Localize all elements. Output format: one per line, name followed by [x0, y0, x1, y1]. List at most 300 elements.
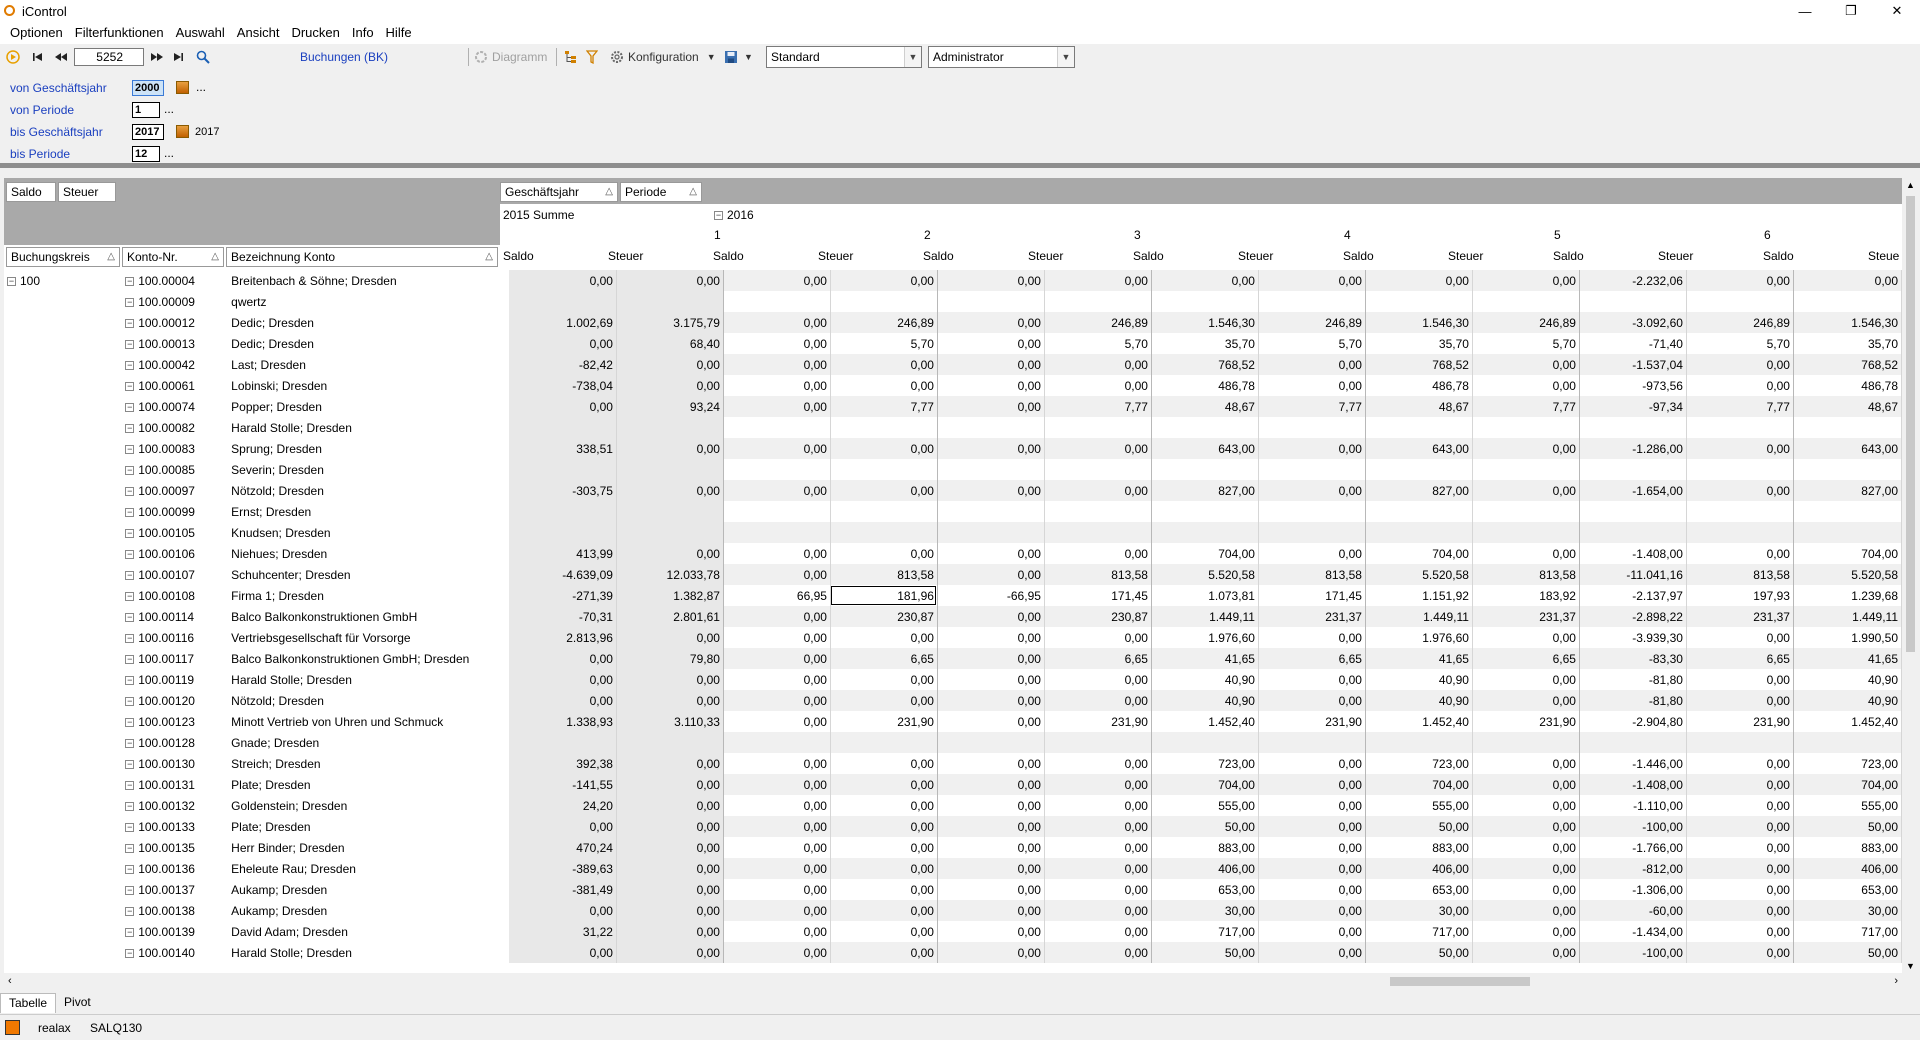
value-cell[interactable]: 0,00	[1686, 837, 1793, 858]
value-cell[interactable]: -11.041,16	[1579, 564, 1686, 585]
value-cell[interactable]: 0,00	[509, 942, 616, 963]
value-cell[interactable]: 6,65	[830, 648, 937, 669]
value-cell[interactable]: 0,00	[830, 858, 937, 879]
value-cell[interactable]: 0,00	[830, 354, 937, 375]
value-cell[interactable]: 1.151,92	[1365, 585, 1472, 606]
value-cell[interactable]: 0,00	[830, 438, 937, 459]
value-cell[interactable]	[616, 732, 723, 753]
value-cell[interactable]: 231,37	[1686, 606, 1793, 627]
value-cell[interactable]: -1.446,00	[1579, 753, 1686, 774]
value-cell[interactable]: 0,00	[509, 648, 616, 669]
value-cell[interactable]: 0,00	[830, 879, 937, 900]
value-cell[interactable]: 231,90	[1258, 711, 1365, 732]
value-cell[interactable]: 0,00	[1044, 543, 1151, 564]
value-cell[interactable]: 1.546,30	[1151, 312, 1258, 333]
value-cell[interactable]: 7,77	[1044, 396, 1151, 417]
collapse-icon[interactable]: −	[127, 338, 133, 349]
value-cell[interactable]	[1044, 417, 1151, 438]
konto-nr-cell[interactable]	[122, 417, 228, 438]
bis-periode-ellipsis[interactable]: ...	[164, 146, 175, 160]
value-cell[interactable]	[1579, 732, 1686, 753]
value-cell[interactable]	[1258, 417, 1365, 438]
last-record-icon[interactable]	[170, 47, 186, 67]
value-cell[interactable]	[616, 291, 723, 312]
value-cell[interactable]: 406,00	[1151, 858, 1258, 879]
value-cell[interactable]: 0,00	[616, 921, 723, 942]
value-cell[interactable]: 0,00	[937, 354, 1044, 375]
value-cell[interactable]: 0,00	[830, 543, 937, 564]
value-cell[interactable]: 0,00	[1044, 837, 1151, 858]
value-cell[interactable]: 0,00	[616, 879, 723, 900]
value-cell[interactable]: 1.976,60	[1365, 627, 1472, 648]
chevron-down-icon[interactable]: ▼	[904, 47, 921, 67]
value-cell[interactable]: 470,24	[509, 837, 616, 858]
value-cell[interactable]: -97,34	[1579, 396, 1686, 417]
value-cell[interactable]	[509, 522, 616, 543]
konto-nr-cell[interactable]	[122, 522, 228, 543]
column-field-periode[interactable]	[620, 182, 702, 202]
value-cell[interactable]	[1793, 501, 1901, 522]
value-cell[interactable]: 0,00	[1686, 270, 1793, 291]
collapse-icon[interactable]: −	[127, 758, 133, 769]
value-cell[interactable]: 723,00	[1151, 753, 1258, 774]
value-cell[interactable]	[1472, 417, 1579, 438]
value-cell[interactable]: 0,00	[723, 480, 830, 501]
value-cell[interactable]	[1579, 417, 1686, 438]
value-cell[interactable]: 643,00	[1365, 438, 1472, 459]
value-cell[interactable]: 0,00	[1044, 753, 1151, 774]
value-cell[interactable]: 181,96	[830, 585, 937, 606]
value-cell[interactable]: 0,00	[937, 942, 1044, 963]
value-cell[interactable]: 0,00	[937, 774, 1044, 795]
value-cell[interactable]: 0,00	[616, 753, 723, 774]
value-cell[interactable]: 768,52	[1793, 354, 1901, 375]
value-cell[interactable]: 246,89	[1686, 312, 1793, 333]
value-cell[interactable]	[1686, 459, 1793, 480]
value-cell[interactable]: -1.408,00	[1579, 774, 1686, 795]
value-cell[interactable]: 406,00	[1793, 858, 1901, 879]
value-cell[interactable]: 0,00	[1472, 795, 1579, 816]
value-cell[interactable]	[723, 732, 830, 753]
value-cell[interactable]	[1151, 291, 1258, 312]
collapse-icon[interactable]: −	[127, 779, 133, 790]
bis-geschaeftsjahr-field[interactable]: 2017	[132, 124, 164, 140]
value-cell[interactable]: 0,00	[1258, 354, 1365, 375]
value-cell[interactable]	[1151, 522, 1258, 543]
value-cell[interactable]: 0,00	[1258, 879, 1365, 900]
collapse-icon[interactable]: −	[127, 317, 133, 328]
value-cell[interactable]: 0,00	[1044, 774, 1151, 795]
value-cell[interactable]: 0,00	[1258, 270, 1365, 291]
value-cell[interactable]: 0,00	[1151, 270, 1258, 291]
splitter[interactable]	[0, 163, 1920, 168]
value-cell[interactable]: 0,00	[1258, 690, 1365, 711]
value-cell[interactable]	[1365, 522, 1472, 543]
value-cell[interactable]: 0,00	[937, 396, 1044, 417]
value-cell[interactable]: 0,00	[830, 480, 937, 501]
value-cell[interactable]: -100,00	[1579, 816, 1686, 837]
konto-nr-cell[interactable]	[122, 795, 228, 816]
value-cell[interactable]: 0,00	[1686, 795, 1793, 816]
value-cell[interactable]: 5,70	[1686, 333, 1793, 354]
value-cell[interactable]	[937, 291, 1044, 312]
value-cell[interactable]: 0,00	[723, 753, 830, 774]
value-cell[interactable]: 0,00	[1472, 942, 1579, 963]
value-cell[interactable]: 0,00	[616, 858, 723, 879]
value-cell[interactable]: 40,90	[1793, 669, 1901, 690]
collapse-icon[interactable]: −	[127, 800, 133, 811]
value-cell[interactable]	[1044, 459, 1151, 480]
value-cell[interactable]: 0,00	[1258, 858, 1365, 879]
calendar-icon[interactable]	[176, 125, 189, 138]
value-cell[interactable]: 0,00	[616, 837, 723, 858]
value-cell[interactable]: 0,00	[1044, 921, 1151, 942]
value-cell[interactable]: 35,70	[1151, 333, 1258, 354]
value-cell[interactable]: 231,90	[830, 711, 937, 732]
value-cell[interactable]: 0,00	[723, 354, 830, 375]
value-cell[interactable]: 0,00	[830, 270, 937, 291]
record-number-field[interactable]: 5252	[74, 48, 144, 66]
value-cell[interactable]: -3.092,60	[1579, 312, 1686, 333]
value-cell[interactable]	[1793, 522, 1901, 543]
value-cell[interactable]: 0,00	[723, 816, 830, 837]
calendar-icon[interactable]	[176, 81, 189, 94]
value-cell[interactable]: 0,00	[1044, 669, 1151, 690]
value-cell[interactable]: 653,00	[1365, 879, 1472, 900]
value-cell[interactable]: 0,00	[723, 396, 830, 417]
value-cell[interactable]	[1793, 732, 1901, 753]
value-cell[interactable]: 0,00	[1472, 375, 1579, 396]
value-cell[interactable]: 0,00	[723, 627, 830, 648]
value-cell[interactable]: 813,58	[1258, 564, 1365, 585]
value-cell[interactable]: 768,52	[1151, 354, 1258, 375]
value-cell[interactable]	[937, 732, 1044, 753]
value-cell[interactable]	[830, 501, 937, 522]
value-cell[interactable]: 3.175,79	[616, 312, 723, 333]
value-cell[interactable]: 0,00	[723, 711, 830, 732]
value-cell[interactable]: 0,00	[723, 942, 830, 963]
vertical-scroll-thumb[interactable]	[1906, 196, 1915, 652]
value-cell[interactable]: 704,00	[1151, 543, 1258, 564]
value-cell[interactable]	[509, 459, 616, 480]
value-cell[interactable]: 0,00	[509, 900, 616, 921]
value-cell[interactable]: 0,00	[937, 606, 1044, 627]
value-cell[interactable]: 5.520,58	[1365, 564, 1472, 585]
value-cell[interactable]: 0,00	[1472, 879, 1579, 900]
value-cell[interactable]: 79,80	[616, 648, 723, 669]
value-cell[interactable]	[1151, 417, 1258, 438]
konto-nr-cell[interactable]	[122, 774, 228, 795]
value-cell[interactable]: 0,00	[616, 795, 723, 816]
value-cell[interactable]: 48,67	[1151, 396, 1258, 417]
value-cell[interactable]: 0,00	[1686, 438, 1793, 459]
horizontal-scroll-thumb[interactable]	[1390, 977, 1530, 986]
value-cell[interactable]: 0,00	[1686, 858, 1793, 879]
value-cell[interactable]	[509, 501, 616, 522]
value-cell[interactable]: 0,00	[1686, 669, 1793, 690]
value-cell[interactable]: 1.382,87	[616, 585, 723, 606]
value-cell[interactable]: 0,00	[937, 816, 1044, 837]
value-cell[interactable]: 0,00	[937, 627, 1044, 648]
value-cell[interactable]: 813,58	[1044, 564, 1151, 585]
value-cell[interactable]: 0,00	[1686, 774, 1793, 795]
value-cell[interactable]: 0,00	[937, 921, 1044, 942]
value-cell[interactable]	[723, 291, 830, 312]
value-cell[interactable]: 0,00	[1044, 942, 1151, 963]
value-cell[interactable]	[1258, 732, 1365, 753]
value-cell[interactable]	[1044, 501, 1151, 522]
value-cell[interactable]: 50,00	[1365, 942, 1472, 963]
value-cell[interactable]	[1044, 291, 1151, 312]
collapse-icon[interactable]: −	[127, 842, 133, 853]
value-cell[interactable]: 5,70	[1472, 333, 1579, 354]
value-cell[interactable]: 0,00	[1472, 543, 1579, 564]
konto-nr-cell[interactable]	[122, 501, 228, 522]
value-cell[interactable]	[830, 732, 937, 753]
value-cell[interactable]: 0,00	[509, 333, 616, 354]
value-cell[interactable]: 723,00	[1365, 753, 1472, 774]
value-cell[interactable]: 0,00	[1365, 270, 1472, 291]
search-icon[interactable]	[194, 47, 212, 67]
konto-nr-cell[interactable]	[122, 921, 228, 942]
value-cell[interactable]: 0,00	[937, 543, 1044, 564]
value-cell[interactable]: 30,00	[1793, 900, 1901, 921]
value-cell[interactable]: 0,00	[509, 396, 616, 417]
value-cell[interactable]: 0,00	[1686, 375, 1793, 396]
von-periode-ellipsis[interactable]: ...	[164, 102, 175, 116]
value-cell[interactable]: 0,00	[1472, 438, 1579, 459]
value-cell[interactable]: 3.110,33	[616, 711, 723, 732]
value-cell[interactable]: 0,00	[1472, 753, 1579, 774]
konto-nr-cell[interactable]	[122, 732, 228, 753]
value-cell[interactable]: 338,51	[509, 438, 616, 459]
menu-filterfunktionen[interactable]: Filterfunktionen	[74, 25, 164, 40]
value-cell[interactable]: 0,00	[616, 270, 723, 291]
value-cell[interactable]: 0,00	[830, 753, 937, 774]
value-cell[interactable]	[723, 459, 830, 480]
value-cell[interactable]: 0,00	[1472, 816, 1579, 837]
value-cell[interactable]: 0,00	[723, 270, 830, 291]
collapse-icon[interactable]: −	[127, 695, 133, 706]
value-cell[interactable]: 0,00	[1258, 753, 1365, 774]
value-cell[interactable]: 723,00	[1793, 753, 1901, 774]
vertical-scrollbar[interactable]	[1902, 178, 1919, 973]
value-cell[interactable]: 768,52	[1365, 354, 1472, 375]
value-cell[interactable]: 7,77	[1258, 396, 1365, 417]
value-cell[interactable]: 555,00	[1151, 795, 1258, 816]
value-cell[interactable]: 704,00	[1365, 543, 1472, 564]
value-cell[interactable]: 0,00	[1258, 942, 1365, 963]
menu-drucken[interactable]: Drucken	[291, 25, 340, 40]
close-button[interactable]: ✕	[1891, 3, 1903, 18]
value-cell[interactable]	[937, 522, 1044, 543]
value-cell[interactable]: 40,90	[1365, 690, 1472, 711]
value-cell[interactable]: 813,58	[1686, 564, 1793, 585]
value-cell[interactable]	[1365, 501, 1472, 522]
collapse-icon[interactable]: −	[8, 275, 15, 286]
value-cell[interactable]: 0,00	[1686, 753, 1793, 774]
value-cell[interactable]: -1.537,04	[1579, 354, 1686, 375]
value-cell[interactable]: 1.239,68	[1793, 585, 1901, 606]
value-cell[interactable]	[1686, 522, 1793, 543]
value-cell[interactable]: 1.546,30	[1793, 312, 1901, 333]
collapse-icon[interactable]: −	[127, 926, 133, 937]
value-cell[interactable]: 0,00	[1793, 270, 1901, 291]
value-cell[interactable]: 1.452,40	[1151, 711, 1258, 732]
value-cell[interactable]	[830, 291, 937, 312]
value-cell[interactable]	[1044, 732, 1151, 753]
value-cell[interactable]: -100,00	[1579, 942, 1686, 963]
value-cell[interactable]: 0,00	[1472, 690, 1579, 711]
value-cell[interactable]: 0,00	[723, 606, 830, 627]
value-cell[interactable]: 0,00	[723, 564, 830, 585]
value-cell[interactable]: 93,24	[616, 396, 723, 417]
value-cell[interactable]	[937, 417, 1044, 438]
value-cell[interactable]: 0,00	[830, 921, 937, 942]
value-cell[interactable]	[1365, 459, 1472, 480]
value-cell[interactable]: 0,00	[830, 795, 937, 816]
value-cell[interactable]: -381,49	[509, 879, 616, 900]
collapse-icon[interactable]: −	[127, 569, 133, 580]
value-cell[interactable]: 0,00	[509, 690, 616, 711]
collapse-icon[interactable]: −	[127, 653, 133, 664]
value-cell[interactable]	[937, 501, 1044, 522]
value-cell[interactable]: -81,80	[1579, 690, 1686, 711]
value-cell[interactable]: 0,00	[1044, 858, 1151, 879]
next-record-icon[interactable]	[148, 47, 166, 67]
value-cell[interactable]: 1.990,50	[1793, 627, 1901, 648]
value-cell[interactable]: 1.002,69	[509, 312, 616, 333]
value-cell[interactable]: 0,00	[1258, 669, 1365, 690]
value-cell[interactable]: 1.338,93	[509, 711, 616, 732]
value-cell[interactable]: -738,04	[509, 375, 616, 396]
value-cell[interactable]: 717,00	[1151, 921, 1258, 942]
value-cell[interactable]: 0,00	[616, 900, 723, 921]
menu-hilfe[interactable]: Hilfe	[385, 25, 412, 40]
collapse-icon[interactable]: −	[127, 863, 133, 874]
konto-nr-cell[interactable]	[122, 858, 228, 879]
value-cell[interactable]	[1365, 732, 1472, 753]
value-cell[interactable]: 230,87	[830, 606, 937, 627]
value-cell[interactable]: 0,00	[830, 669, 937, 690]
konto-nr-cell[interactable]	[122, 396, 228, 417]
filter-icon[interactable]	[584, 47, 600, 67]
value-cell[interactable]: 31,22	[509, 921, 616, 942]
value-cell[interactable]	[723, 417, 830, 438]
value-cell[interactable]: 0,00	[1044, 438, 1151, 459]
value-cell[interactable]	[1686, 291, 1793, 312]
value-cell[interactable]: 883,00	[1793, 837, 1901, 858]
value-cell[interactable]: 0,00	[1258, 543, 1365, 564]
collapse-icon[interactable]: −	[127, 422, 133, 433]
konto-nr-cell[interactable]	[122, 837, 228, 858]
value-cell[interactable]: 0,00	[723, 690, 830, 711]
value-cell[interactable]	[1793, 291, 1901, 312]
konto-nr-cell[interactable]	[122, 816, 228, 837]
value-cell[interactable]: 0,00	[937, 333, 1044, 354]
scroll-right-icon[interactable]: ›	[1894, 975, 1898, 987]
konto-nr-cell[interactable]	[122, 627, 228, 648]
value-cell[interactable]: 1.976,60	[1151, 627, 1258, 648]
value-cell[interactable]: -60,00	[1579, 900, 1686, 921]
diagramm-button[interactable]	[474, 47, 554, 67]
value-cell[interactable]: 50,00	[1793, 942, 1901, 963]
value-cell[interactable]: 183,92	[1472, 585, 1579, 606]
value-cell[interactable]: -2.904,80	[1579, 711, 1686, 732]
value-cell[interactable]: 0,00	[1258, 900, 1365, 921]
row-field-konto-nr[interactable]	[122, 247, 224, 267]
collapse-icon[interactable]: −	[127, 527, 133, 538]
value-cell[interactable]: 35,70	[1365, 333, 1472, 354]
value-cell[interactable]: 41,65	[1793, 648, 1901, 669]
konto-nr-cell[interactable]	[122, 900, 228, 921]
collapse-icon[interactable]: −	[127, 674, 133, 685]
first-record-icon[interactable]	[30, 47, 46, 67]
value-cell[interactable]: 0,00	[1686, 354, 1793, 375]
menu-optionen[interactable]: Optionen	[10, 25, 63, 40]
value-cell[interactable]: 0,00	[830, 942, 937, 963]
value-cell[interactable]	[1365, 291, 1472, 312]
value-cell[interactable]: 827,00	[1365, 480, 1472, 501]
column-field-geschaeftsjahr[interactable]	[500, 182, 618, 202]
value-cell[interactable]: 0,00	[616, 690, 723, 711]
value-cell[interactable]	[1258, 522, 1365, 543]
scroll-left-icon[interactable]: ‹	[8, 975, 12, 987]
value-cell[interactable]: 0,00	[1044, 900, 1151, 921]
value-cell[interactable]: 246,89	[1044, 312, 1151, 333]
value-cell[interactable]	[616, 501, 723, 522]
value-cell[interactable]: -66,95	[937, 585, 1044, 606]
value-cell[interactable]: 0,00	[937, 690, 1044, 711]
collapse-icon[interactable]: −	[127, 359, 133, 370]
value-cell[interactable]: 0,00	[1044, 879, 1151, 900]
konto-nr-cell[interactable]	[122, 459, 228, 480]
collapse-icon[interactable]: −	[127, 716, 133, 727]
value-cell[interactable]	[937, 459, 1044, 480]
value-cell[interactable]: 40,90	[1151, 690, 1258, 711]
value-cell[interactable]: 231,37	[1472, 606, 1579, 627]
value-cell[interactable]: 0,00	[1686, 480, 1793, 501]
value-cell[interactable]	[1686, 732, 1793, 753]
value-cell[interactable]: 0,00	[1258, 921, 1365, 942]
value-cell[interactable]	[1151, 459, 1258, 480]
value-cell[interactable]: 0,00	[723, 858, 830, 879]
value-cell[interactable]: 0,00	[509, 270, 616, 291]
value-cell[interactable]: 5,70	[1044, 333, 1151, 354]
value-cell[interactable]: 246,89	[1472, 312, 1579, 333]
data-field-saldo[interactable]: Saldo	[6, 182, 56, 202]
konto-nr-cell[interactable]	[122, 648, 228, 669]
collapse-icon[interactable]: −	[127, 443, 133, 454]
value-cell[interactable]: 0,00	[723, 312, 830, 333]
value-cell[interactable]: 6,65	[1686, 648, 1793, 669]
value-cell[interactable]	[1472, 732, 1579, 753]
collapse-icon[interactable]: −	[715, 210, 722, 221]
maximize-button[interactable]: ❐	[1845, 3, 1857, 18]
konto-nr-cell[interactable]	[122, 333, 228, 354]
value-cell[interactable]: 50,00	[1151, 942, 1258, 963]
value-cell[interactable]: 813,58	[830, 564, 937, 585]
value-cell[interactable]	[509, 732, 616, 753]
hierarchy-icon[interactable]	[562, 47, 580, 67]
buchungen-link[interactable]: Buchungen (BK)	[300, 50, 389, 64]
value-cell[interactable]: 0,00	[616, 543, 723, 564]
value-cell[interactable]: 0,00	[830, 837, 937, 858]
bis-periode-field[interactable]: 12	[132, 146, 160, 162]
value-cell[interactable]: 555,00	[1793, 795, 1901, 816]
konto-nr-cell[interactable]	[122, 354, 228, 375]
collapse-icon[interactable]: −	[127, 485, 133, 496]
